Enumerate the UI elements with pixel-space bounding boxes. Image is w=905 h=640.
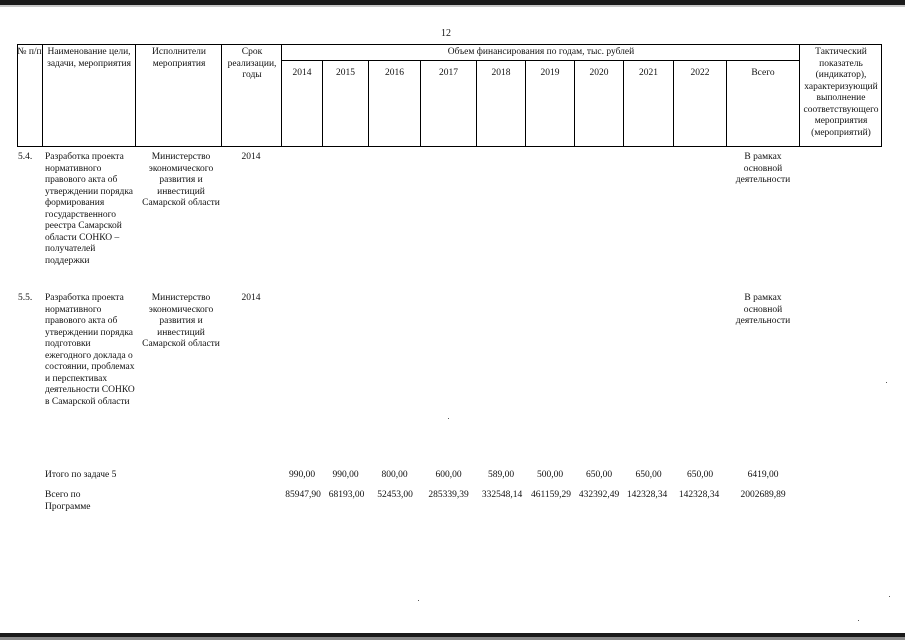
- header-years-line: [281, 60, 799, 61]
- grand-total-label: Всего по Программе: [45, 490, 91, 512]
- header-col-line: [17, 44, 18, 147]
- header-indicator: Тактический показатель (индикатор), характеризующий выполнение соответствующего мероприятия (мероприятий): [803, 47, 879, 138]
- grand-total-value: 461159,29: [530, 490, 572, 500]
- page-number: 12: [441, 28, 451, 39]
- grand-total-value: 85947,90: [285, 490, 321, 500]
- header-funding-title: Объем финансирования по годам, тыс. рублей: [447, 47, 635, 57]
- subtotal-value: 650,00: [585, 470, 613, 480]
- subtotal-value: 990,00: [288, 470, 316, 480]
- grand-total-value: 285339,39: [428, 490, 469, 500]
- top-scan-shadow: [0, 5, 905, 7]
- grand-total-value: 142328,34: [678, 490, 720, 500]
- header-col-line: [881, 44, 882, 147]
- header-year: 2019: [540, 68, 560, 78]
- row-name: Разработка проекта нормативного правового акта об утверждении порядка подготовки ежегодного доклада о состоянии, проблемах и перспективах деятельности СОНКО в Самарской области: [45, 293, 135, 407]
- header-year: 2014: [292, 68, 312, 78]
- row-name: Разработка проекта нормативного правового акта об утверждении порядка формирования государственного реестра Самарской области СОНКО – получателей поддержки: [45, 152, 134, 266]
- row-period: 2014: [241, 152, 261, 162]
- header-year: 2015: [336, 68, 355, 78]
- header-year: 2022: [690, 68, 710, 78]
- grand-total-value: 432392,49: [578, 490, 620, 500]
- scan-speck: [448, 418, 449, 419]
- header-year: 2018: [491, 68, 511, 78]
- row-period: 2014: [241, 293, 261, 303]
- grand-total-value: 332548,14: [481, 490, 523, 500]
- subtotal-value: 650,00: [686, 470, 714, 480]
- subtotal-value: 800,00: [381, 470, 408, 480]
- row-executor: Министерство экономического развития и инвестиций Самарской области: [142, 293, 220, 349]
- grand-total-total: 2002689,89: [740, 490, 786, 500]
- subtotal-value: 650,00: [635, 470, 662, 480]
- header-total: Всего: [751, 68, 775, 78]
- subtotal-value: 990,00: [332, 470, 359, 480]
- header-col-line: [135, 44, 136, 147]
- scan-speck: [858, 620, 859, 621]
- table-header: [17, 44, 882, 147]
- header-top-line: [17, 44, 882, 45]
- grand-total-value: 68193,00: [328, 490, 365, 500]
- subtotal-value: 500,00: [536, 470, 564, 480]
- header-year: 2017: [439, 68, 458, 78]
- subtotal-value: 600,00: [435, 470, 462, 480]
- header-year: 2020: [589, 68, 609, 78]
- header-col-line: [221, 44, 222, 147]
- row-num: 5.4.: [18, 152, 33, 162]
- header-num: № п/п: [17, 47, 42, 57]
- grand-total-value: 142328,34: [626, 490, 668, 500]
- grand-total-value: 52453,00: [377, 490, 413, 500]
- row-total: В рамках основной деятельности: [735, 152, 791, 185]
- header-name: Наименование цели, задачи, мероприятия: [47, 47, 131, 69]
- header-col-line: [799, 44, 800, 147]
- subtotal-value: 589,00: [487, 470, 515, 480]
- row-num: 5.5.: [18, 293, 33, 303]
- subtotal-total: 6419,00: [747, 470, 779, 480]
- header-col-line: [42, 44, 43, 147]
- header-executors: Исполнители мероприятия: [152, 47, 206, 69]
- row-executor: Министерство экономического развития и инвестиций Самарской области: [142, 152, 220, 208]
- scan-speck: [886, 382, 887, 383]
- scan-speck: [889, 596, 890, 597]
- header-year: 2016: [385, 68, 404, 78]
- header-year: 2021: [639, 68, 658, 78]
- scan-speck: [418, 600, 419, 601]
- header-col-line: [281, 44, 282, 147]
- header-bottom-line: [17, 146, 882, 147]
- row-total: В рамках основной деятельности: [735, 293, 791, 326]
- subtotal-label: Итого по задаче 5: [45, 470, 117, 480]
- header-period: Срок реализации, годы: [227, 47, 277, 80]
